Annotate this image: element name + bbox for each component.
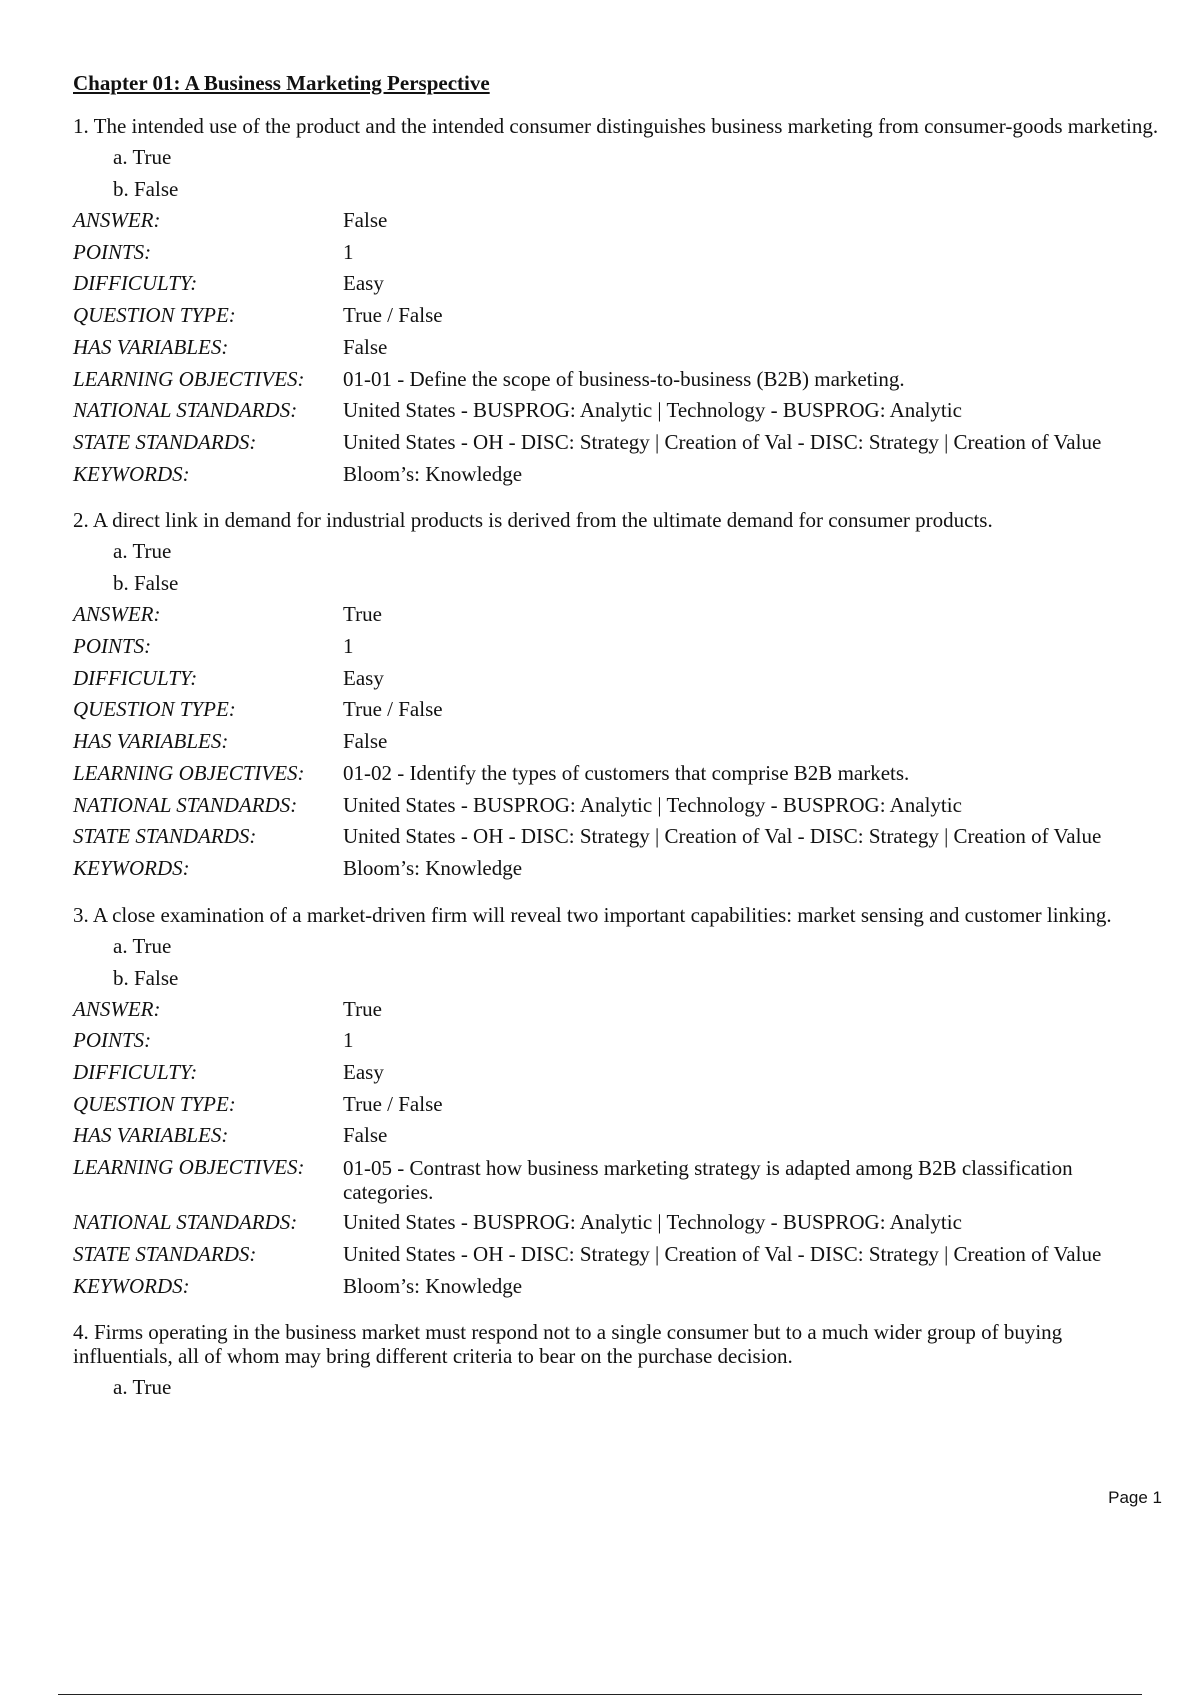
has-variables-label: HAS VARIABLES: xyxy=(73,334,229,359)
national-standards-row xyxy=(73,395,1163,427)
has-variables-value: False xyxy=(343,729,388,754)
national-standards-label: NATIONAL STANDARDS: xyxy=(73,792,298,817)
state-standards-label: STATE STANDARDS: xyxy=(73,429,257,454)
answer-label: ANSWER: xyxy=(73,208,161,232)
points-value: 1 xyxy=(343,634,354,659)
question-1 xyxy=(73,114,1163,490)
learning-objectives-label: LEARNING OBJECTIVES: xyxy=(73,1155,305,1180)
answer-options xyxy=(113,141,1163,205)
difficulty-row xyxy=(73,1057,1163,1089)
chapter-title: Chapter 01: A Business Marketing Perspective xyxy=(73,71,490,95)
learning-objectives-row xyxy=(73,1152,1163,1207)
question-text: 4. Firms operating in the business market must respond not to a single consumer but to a much wider group of buying influentials, all of whom may bring different criteria to bear on the purchase decision. xyxy=(73,1320,1063,1369)
difficulty-label: DIFFICULTY: xyxy=(73,1060,198,1085)
difficulty-value: Easy xyxy=(343,1060,384,1085)
question-metadata xyxy=(73,205,1163,490)
difficulty-label: DIFFICULTY: xyxy=(73,665,198,690)
answer-options xyxy=(113,535,1163,599)
difficulty-row xyxy=(73,663,1163,695)
national-standards-value: United States - BUSPROG: Analytic | Technology - BUSPROG: Analytic xyxy=(343,792,962,817)
points-row xyxy=(73,631,1163,663)
points-label: POINTS: xyxy=(73,239,152,264)
difficulty-value: Easy xyxy=(343,665,384,690)
has-variables-row xyxy=(73,332,1163,364)
learning-objectives-value: 01-02 - Identify the types of customers that comprise B2B markets. xyxy=(343,760,910,785)
learning-objectives-row xyxy=(73,364,1163,396)
question-type-row xyxy=(73,1089,1163,1121)
question-type-label: QUESTION TYPE: xyxy=(73,1091,236,1116)
keywords-label: KEYWORDS: xyxy=(73,855,190,880)
keywords-row xyxy=(73,459,1163,491)
option-b: b. False xyxy=(113,965,179,990)
points-value: 1 xyxy=(343,1028,354,1053)
answer-options xyxy=(113,930,1163,994)
question-type-value: True / False xyxy=(343,303,443,328)
state-standards-row xyxy=(73,1239,1163,1271)
option-b: b. False xyxy=(113,571,179,596)
learning-objectives-row xyxy=(73,758,1163,790)
learning-objectives-value: 01-05 - Contrast how business marketing strategy is adapted among B2B classification categories. xyxy=(343,1156,1073,1205)
points-value: 1 xyxy=(343,239,354,264)
answer-label: ANSWER: xyxy=(73,996,161,1021)
footer-divider xyxy=(58,1694,1142,1695)
answer-value: False xyxy=(343,208,388,232)
question-type-label: QUESTION TYPE: xyxy=(73,303,236,328)
keywords-label: KEYWORDS: xyxy=(73,1273,190,1298)
question-text: 2. A direct link in demand for industrial products is derived from the ultimate demand for consumer products. xyxy=(73,508,993,533)
answer-row xyxy=(73,205,1163,237)
state-standards-row xyxy=(73,427,1163,459)
option-a: a. True xyxy=(113,933,172,958)
learning-objectives-label: LEARNING OBJECTIVES: xyxy=(73,760,305,785)
national-standards-label: NATIONAL STANDARDS: xyxy=(73,398,298,423)
national-standards-label: NATIONAL STANDARDS: xyxy=(73,1210,298,1235)
keywords-label: KEYWORDS: xyxy=(73,461,190,486)
state-standards-value: United States - OH - DISC: Strategy | Creation of Val - DISC: Strategy | Creation of Value xyxy=(343,824,1102,849)
option-a: a. True xyxy=(113,1375,172,1400)
answer-row xyxy=(73,599,1163,631)
question-type-row xyxy=(73,694,1163,726)
national-standards-value: United States - BUSPROG: Analytic | Technology - BUSPROG: Analytic xyxy=(343,1210,962,1235)
keywords-value: Bloom’s: Knowledge xyxy=(343,1273,523,1298)
question-type-value: True / False xyxy=(343,1091,443,1116)
points-label: POINTS: xyxy=(73,1028,152,1053)
answer-value: True xyxy=(343,602,382,627)
learning-objectives-value: 01-01 - Define the scope of business-to-business (B2B) marketing. xyxy=(343,366,905,391)
keywords-row xyxy=(73,853,1163,885)
question-2 xyxy=(73,508,1163,884)
answer-label: ANSWER: xyxy=(73,602,161,627)
question-text: 3. A close examination of a market-driven firm will reveal two important capabilities: market sensing and customer linking. xyxy=(73,902,1112,927)
question-type-row xyxy=(73,300,1163,332)
points-row xyxy=(73,1025,1163,1057)
question-3 xyxy=(73,903,1163,1303)
has-variables-label: HAS VARIABLES: xyxy=(73,1123,229,1148)
question-type-label: QUESTION TYPE: xyxy=(73,697,236,722)
has-variables-row xyxy=(73,726,1163,758)
answer-value: True xyxy=(343,996,382,1021)
points-label: POINTS: xyxy=(73,634,152,659)
option-b: b. False xyxy=(113,177,179,201)
national-standards-row xyxy=(73,790,1163,822)
state-standards-value: United States - OH - DISC: Strategy | Creation of Val - DISC: Strategy | Creation of Value xyxy=(343,1241,1102,1266)
question-text: 1. The intended use of the product and the intended consumer distinguishes business marketing from consumer-goods marketing. xyxy=(73,114,1159,138)
state-standards-row xyxy=(73,821,1163,853)
state-standards-label: STATE STANDARDS: xyxy=(73,1241,257,1266)
question-type-value: True / False xyxy=(343,697,443,722)
keywords-value: Bloom’s: Knowledge xyxy=(343,461,523,486)
question-metadata xyxy=(73,994,1163,1303)
answer-row xyxy=(73,994,1163,1026)
has-variables-label: HAS VARIABLES: xyxy=(73,729,229,754)
learning-objectives-label: LEARNING OBJECTIVES: xyxy=(73,366,305,391)
national-standards-value: United States - BUSPROG: Analytic | Technology - BUSPROG: Analytic xyxy=(343,398,962,423)
document-page xyxy=(73,70,1163,1421)
points-row xyxy=(73,237,1163,269)
state-standards-value: United States - OH - DISC: Strategy | Creation of Val - DISC: Strategy | Creation of Value xyxy=(343,429,1102,454)
page-number: Page 1 xyxy=(1108,1488,1162,1507)
has-variables-row xyxy=(73,1120,1163,1152)
option-a: a. True xyxy=(113,539,172,564)
state-standards-label: STATE STANDARDS: xyxy=(73,824,257,849)
difficulty-label: DIFFICULTY: xyxy=(73,271,198,296)
question-metadata xyxy=(73,599,1163,884)
difficulty-value: Easy xyxy=(343,271,384,296)
keywords-value: Bloom’s: Knowledge xyxy=(343,855,523,880)
answer-options xyxy=(113,1371,1163,1403)
has-variables-value: False xyxy=(343,334,388,359)
has-variables-value: False xyxy=(343,1123,388,1148)
question-4 xyxy=(73,1320,1163,1403)
keywords-row xyxy=(73,1271,1163,1303)
difficulty-row xyxy=(73,268,1163,300)
national-standards-row xyxy=(73,1207,1163,1239)
option-a: a. True xyxy=(113,145,172,169)
